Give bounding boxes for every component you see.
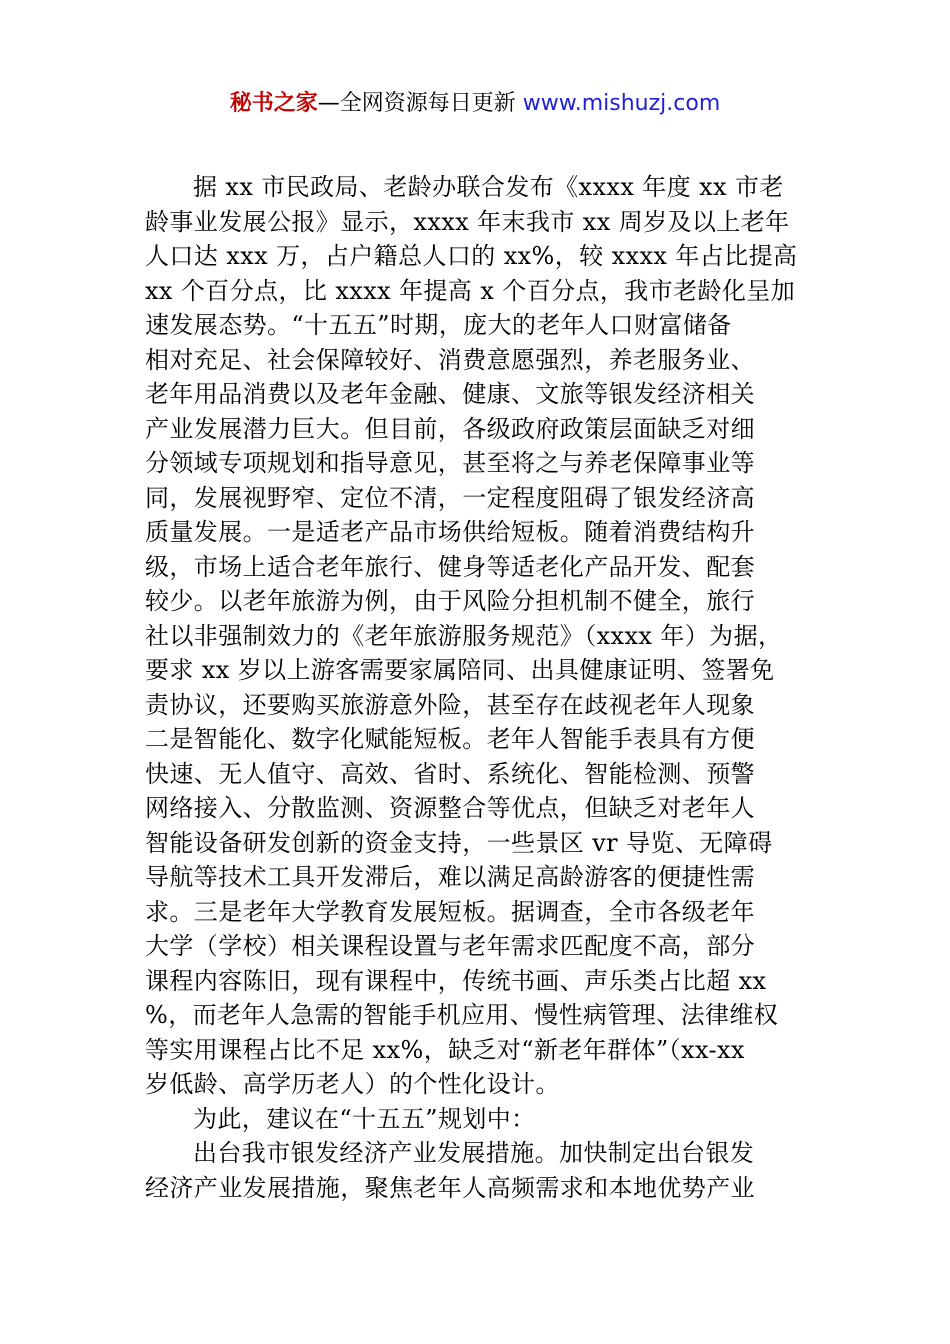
text-line: 级，市场上适合老年旅行、健身等适老化产品开发、配套 — [145, 552, 755, 581]
text-line: 课程内容陈旧，现有课程中，传统书画、声乐类占比超 xx — [145, 966, 767, 995]
text-line: 同，发展视野窄、定位不清，一定程度阻碍了银发经济高 — [145, 483, 755, 512]
text-line: 责协议，还要购买旅游意外险，甚至存在歧视老年人现象 — [145, 690, 755, 719]
text-line: 质量发展。一是适老产品市场供给短板。随着消费结构升 — [145, 518, 755, 546]
text-line: 速发展态势。“十五五”时期，庞大的老年人口财富储备 — [145, 311, 732, 339]
text-line: 二是智能化、数字化赋能短板。老年人智能手表具有方便 — [145, 725, 755, 753]
text-line: 人口达 xxx 万，占户籍总人口的 xx%，较 xxxx 年占比提高 — [145, 242, 798, 270]
text-line: 导航等技术工具开发滞后，难以满足高龄游客的便捷性需 — [145, 863, 755, 891]
brand-name: 秘书之家 — [229, 91, 318, 116]
text-line: 经济产业发展措施，聚焦老年人高频需求和本地优势产业 — [145, 1173, 755, 1202]
text-line: 求。三是老年大学教育发展短板。据调查，全市各级老年 — [145, 897, 755, 926]
text-line: 社以非强制效力的《老年旅游服务规范》（xxxx 年）为据， — [145, 621, 783, 650]
text-line: 老年用品消费以及老年金融、健康、文旅等银发经济相关 — [145, 380, 755, 408]
text-line: 要求 xx 岁以上游客需要家属陪同、出具健康证明、签署免 — [145, 656, 775, 684]
text-line: 等实用课程占比不足 xx%，缺乏对“新老年群体”（xx-xx — [145, 1035, 745, 1064]
text-line: 相对充足、社会保障较好、消费意愿强烈，养老服务业、 — [145, 345, 755, 374]
text-line: 龄事业发展公报》显示，xxxx 年末我市 xx 周岁及以上老年 — [145, 207, 790, 236]
text-line: 快速、无人值守、高效、省时、系统化、智能检测、预警 — [145, 759, 755, 788]
text-line: 较少。以老年旅游为例，由于风险分担机制不健全，旅行 — [145, 587, 755, 615]
text-line: 出台我市银发经济产业发展措施。加快制定出台银发 — [193, 1139, 755, 1167]
text-line: 网络接入、分散监测、资源整合等优点，但缺乏对老年人 — [145, 794, 755, 822]
text-line: 分领域专项规划和指导意见，甚至将之与养老保障事业等 — [145, 449, 755, 477]
watermark-header — [0, 86, 950, 122]
text-line: 岁低龄、高学历老人）的个性化设计。 — [145, 1070, 560, 1098]
text-line: xx 个百分点，比 xxxx 年提高 x 个百分点，我市老龄化呈加 — [145, 276, 796, 305]
text-line: 产业发展潜力巨大。但目前，各级政府政策层面缺乏对细 — [145, 414, 755, 443]
site-url: www.mishuzj.com — [522, 91, 721, 116]
text-line: 据 xx 市民政局、老龄办联合发布《xxxx 年度 xx 市老 — [193, 173, 784, 201]
text-line: 为此，建议在“十五五”规划中： — [193, 1104, 536, 1133]
header-tagline: —全网资源每日更新 — [317, 91, 523, 116]
document-body — [145, 170, 810, 1205]
text-line: 大学（学校）相关课程设置与老年需求匹配度不高，部分 — [145, 932, 755, 960]
text-line: 智能设备研发创新的资金支持，一些景区 vr 导览、无障碍 — [145, 828, 773, 857]
text-line: %，而老年人急需的智能手机应用、慢性病管理、法律维权 — [145, 1001, 779, 1029]
